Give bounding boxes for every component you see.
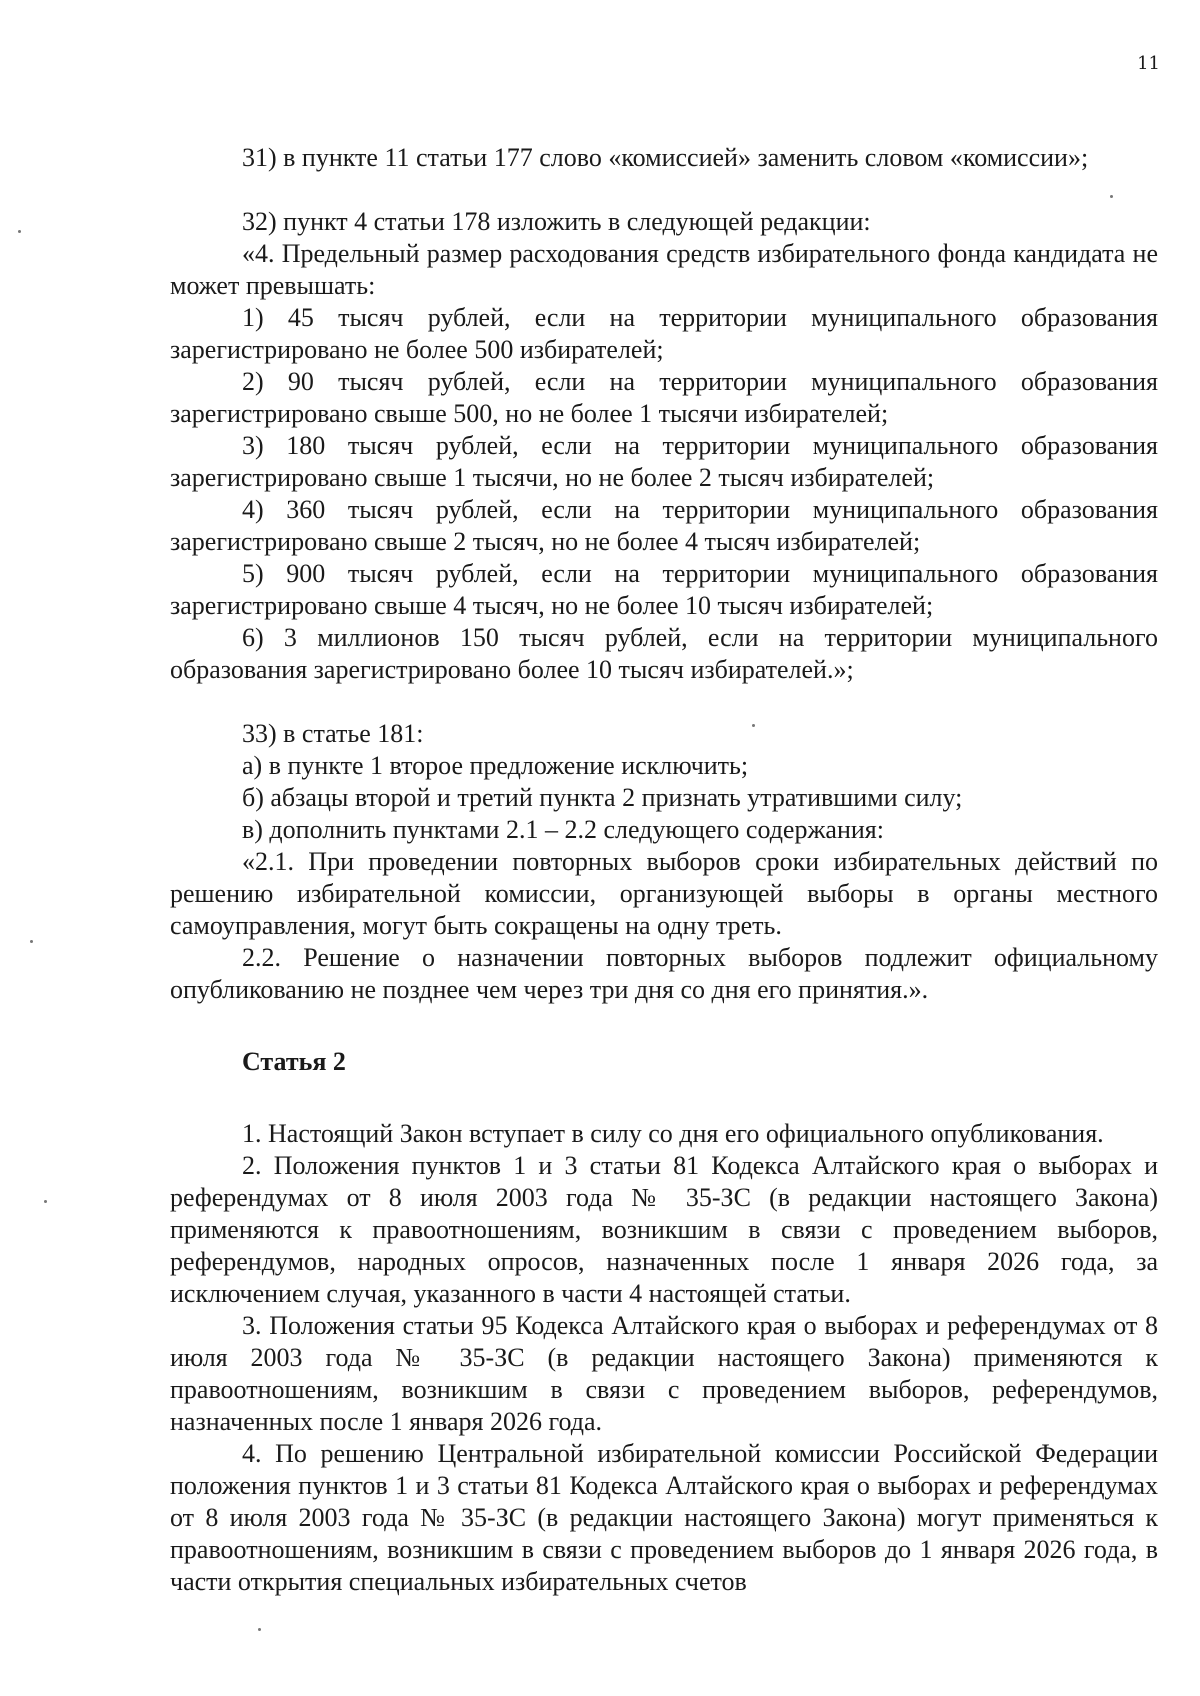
page-number: 11 bbox=[1137, 53, 1160, 74]
scan-speck bbox=[30, 940, 33, 943]
item-31: 31) в пункте 11 статьи 177 слово «комиссией» заменить словом «комиссии»; bbox=[242, 143, 1089, 172]
item-33-a: а) в пункте 1 второе предложение исключить; bbox=[242, 751, 749, 780]
item-33-v: в) дополнить пунктами 2.1 – 2.2 следующего содержания: bbox=[242, 815, 884, 844]
article-2-heading: Статья 2 bbox=[242, 1047, 346, 1076]
scan-speck bbox=[752, 724, 755, 727]
scan-speck bbox=[18, 230, 21, 233]
document-body bbox=[170, 142, 1158, 1598]
item-32-subitem-4: 4) 360 тысяч рублей, если на территории муниципального образования зарегистрировано свыше 2 тысяч, но не более 4 тысяч избирателей; bbox=[170, 495, 1158, 556]
item-33-paragraph-2-2: 2.2. Решение о назначении повторных выборов подлежит официальному опубликованию не позднее чем через три дня со дня его принятия.». bbox=[170, 943, 1158, 1004]
item-32-subitem-6: 6) 3 миллионов 150 тысяч рублей, если на территории муниципального образования зарегистрировано более 10 тысяч избирателей.»; bbox=[170, 623, 1158, 684]
article-2-part-3: 3. Положения статьи 95 Кодекса Алтайского края о выборах и референдумах от 8 июля 2003 года № 35-ЗС (в редакции настоящего Закона) применяются к правоотношениям, возникшим в связи с проведением выборов, референдумов, назначенных после 1 января 2026 года. bbox=[170, 1311, 1158, 1436]
article-2-part-2: 2. Положения пунктов 1 и 3 статьи 81 Кодекса Алтайского края о выборах и референдумах от 8 июля 2003 года № 35-ЗС (в редакции настоящего Закона) применяются к правоотношениям, возникшим в связи с проведением выборов, референдумов, народных опросов, назначенных после 1 января 2026 года, за исключением случая, указанного в части 4 настоящей статьи. bbox=[170, 1151, 1158, 1308]
item-32-intro: 32) пункт 4 статьи 178 изложить в следующей редакции: bbox=[242, 207, 871, 236]
item-32-paragraph-4: «4. Предельный размер расходования средств избирательного фонда кандидата не может превышать: bbox=[170, 239, 1158, 300]
spacer bbox=[170, 174, 1158, 206]
spacer bbox=[170, 1006, 1158, 1046]
scan-speck bbox=[258, 1628, 261, 1631]
item-33-paragraph-2-1: «2.1. При проведении повторных выборов сроки избирательных действий по решению избирательной комиссии, организующей выборы в органы местного самоуправления, могут быть сокращены на одну треть. bbox=[170, 847, 1158, 940]
item-33-intro: 33) в статье 181: bbox=[242, 719, 424, 748]
item-33-b: б) абзацы второй и третий пункта 2 признать утратившими силу; bbox=[242, 783, 963, 812]
scan-speck bbox=[44, 1200, 47, 1203]
spacer bbox=[170, 686, 1158, 718]
item-32-subitem-5: 5) 900 тысяч рублей, если на территории муниципального образования зарегистрировано свыше 4 тысяч, но не более 10 тысяч избирателей; bbox=[170, 559, 1158, 620]
item-32-subitem-3: 3) 180 тысяч рублей, если на территории муниципального образования зарегистрировано свыше 1 тысячи, но не более 2 тысяч избирателей; bbox=[170, 431, 1158, 492]
scan-speck bbox=[1110, 195, 1113, 198]
article-2-part-4: 4. По решению Центральной избирательной комиссии Российской Федерации положения пунктов 1 и 3 статьи 81 Кодекса Алтайского края о выборах и референдумах от 8 июля 2003 года № 35-ЗС (в редакции настоящего Закона) могут применяться к правоотношениям, возникшим в связи с проведением выборов до 1 января 2026 года, в части открытия специальных избирательных счетов bbox=[170, 1439, 1158, 1596]
article-2-part-1: 1. Настоящий Закон вступает в силу со дня его официального опубликования. bbox=[242, 1119, 1104, 1148]
item-32-subitem-2: 2) 90 тысяч рублей, если на территории муниципального образования зарегистрировано свыше 500, но не более 1 тысячи избирателей; bbox=[170, 367, 1158, 428]
item-32-subitem-1: 1) 45 тысяч рублей, если на территории муниципального образования зарегистрировано не более 500 избирателей; bbox=[170, 303, 1158, 364]
spacer bbox=[170, 1078, 1158, 1118]
